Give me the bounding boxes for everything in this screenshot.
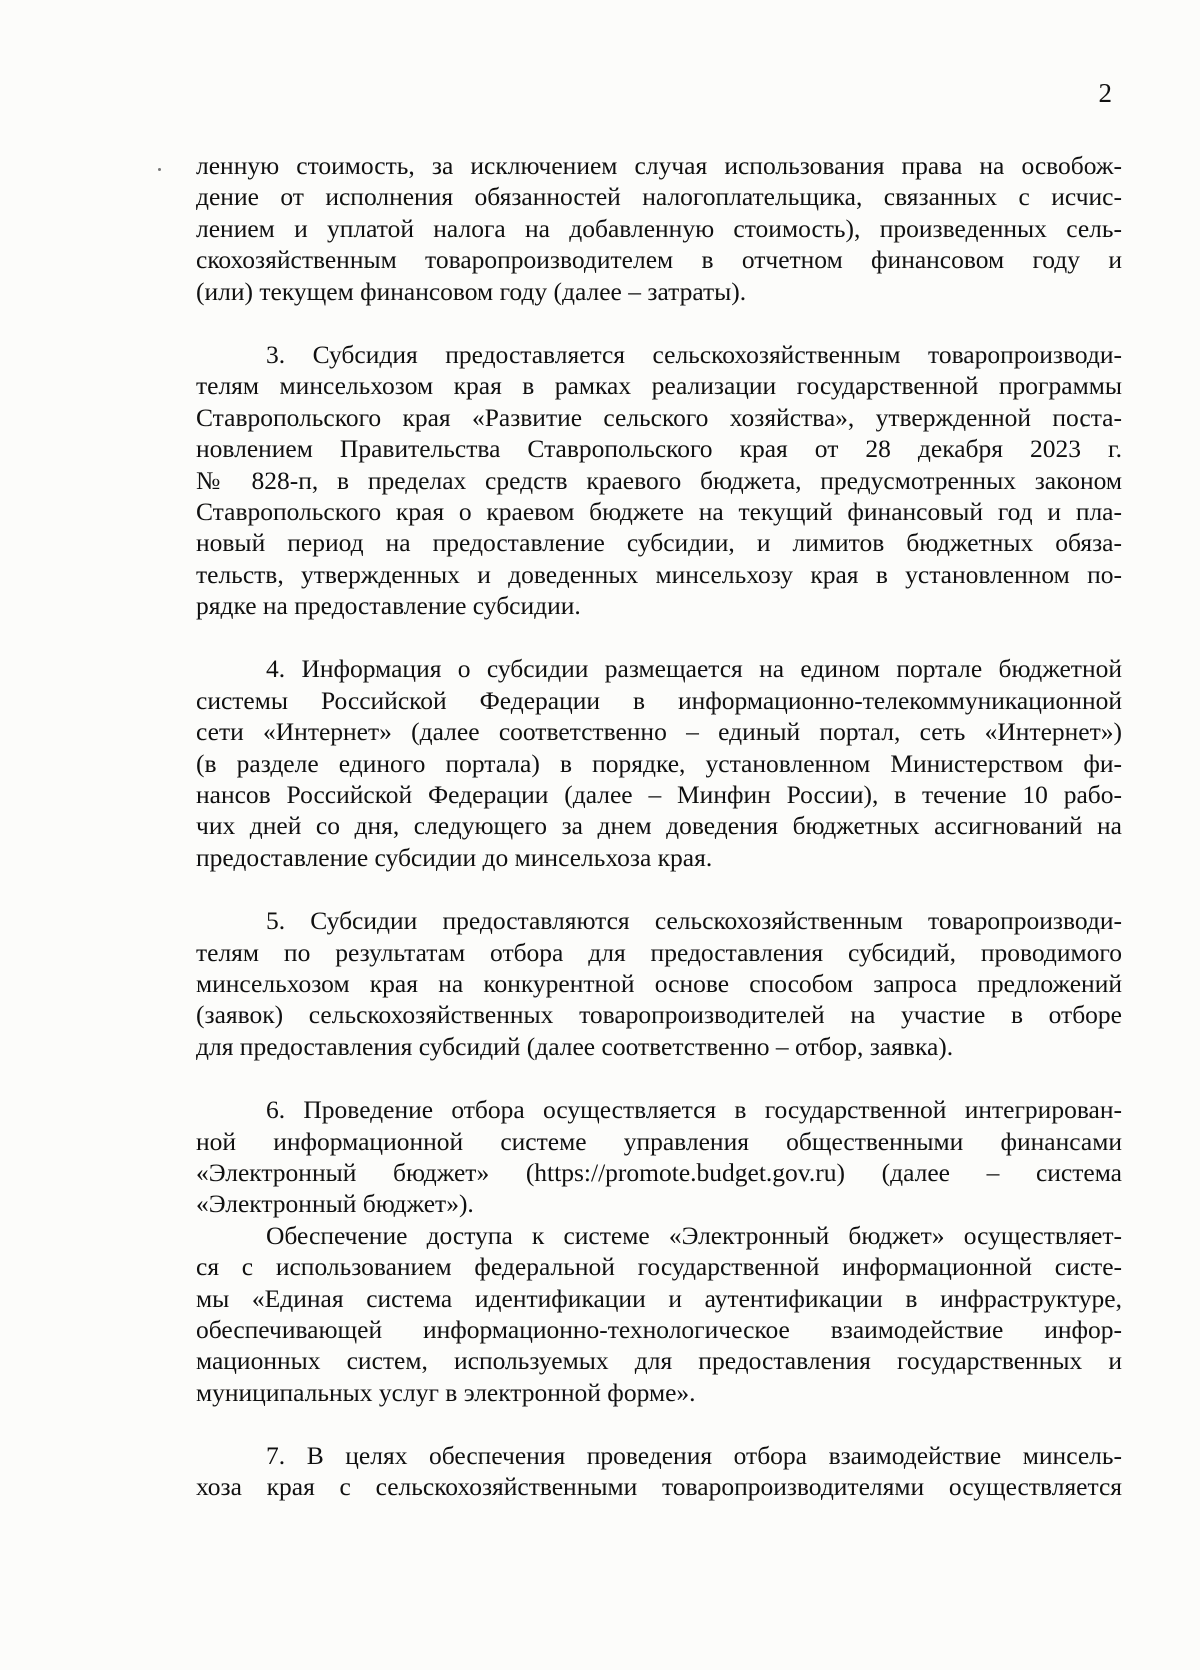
text-line: (или) текущем финансовом году (далее – затраты). xyxy=(196,276,747,306)
text-line: «Электронный бюджет» (https://promote.budget.gov.ru) (далее – система xyxy=(196,1157,1122,1187)
text-line: для предоставления субсидий (далее соответственно – отбор, заявка). xyxy=(196,1031,954,1061)
paragraph-6-continuation xyxy=(196,1220,1122,1408)
text-line: телям по результатам отбора для предоставления субсидий, проводимого xyxy=(196,937,1122,967)
paragraph-4 xyxy=(196,653,1122,873)
text-line: 4. Информация о субсидии размещается на едином портале бюджетной xyxy=(266,654,1122,684)
text-line: ся с использованием федеральной государственной информационной систе- xyxy=(196,1252,1122,1282)
paragraph-3 xyxy=(196,339,1122,622)
text-line: (заявок) сельскохозяйственных товаропроизводителей на участие в отборе xyxy=(196,1000,1122,1030)
text-line: мы «Единая система идентификации и аутентификации в инфраструктуре, xyxy=(196,1283,1122,1313)
text-line: обеспечивающей информационно-технологическое взаимодействие инфор- xyxy=(196,1314,1122,1344)
paragraph-6 xyxy=(196,1094,1122,1220)
text-line: предоставление субсидии до минсельхоза края. xyxy=(196,842,713,872)
text-line: рядке на предоставление субсидии. xyxy=(196,591,581,621)
text-line: сети «Интернет» (далее соответственно – единый портал, сеть «Интернет») xyxy=(196,717,1122,747)
document-body xyxy=(196,150,1122,1503)
paragraph-continuation xyxy=(196,150,1122,307)
text-line: 6. Проведение отбора осуществляется в государственной интегрирован- xyxy=(266,1095,1122,1125)
text-line: 5. Субсидии предоставляются сельскохозяйственным товаропроизводи- xyxy=(266,906,1122,936)
text-line: 3. Субсидия предоставляется сельскохозяйственным товаропроизводи- xyxy=(266,339,1122,369)
text-line: новый период на предоставление субсидии, и лимитов бюджетных обяза- xyxy=(196,528,1122,558)
text-line: чих дней со дня, следующего за днем доведения бюджетных ассигнований на xyxy=(196,811,1122,841)
text-line: скохозяйственным товаропроизводителем в отчетном финансовом году и xyxy=(196,245,1122,275)
text-line: мационных систем, используемых для предоставления государственных и xyxy=(196,1346,1122,1376)
text-line: 7. В целях обеспечения проведения отбора взаимодействие минсель- xyxy=(266,1441,1122,1471)
text-line: нансов Российской Федерации (далее – Минфин России), в течение 10 рабо- xyxy=(196,780,1122,810)
text-line: ной информационной системе управления общественными финансами xyxy=(196,1126,1122,1156)
scan-speck xyxy=(158,168,161,171)
text-line: (в разделе единого портала) в порядке, установленном Министерством фи- xyxy=(196,748,1122,778)
text-line: системы Российской Федерации в информационно-телекоммуникационной xyxy=(196,685,1122,715)
text-line: лением и уплатой налога на добавленную стоимость), произведенных сель- xyxy=(196,213,1122,243)
text-line: Ставропольского края о краевом бюджете на текущий финансовый год и пла- xyxy=(196,496,1122,526)
text-line: Обеспечение доступа к системе «Электронный бюджет» осуществляет- xyxy=(266,1220,1122,1250)
text-line: минсельхозом края на конкурентной основе способом запроса предложений xyxy=(196,968,1122,998)
text-line: дение от исполнения обязанностей налогоплательщика, связанных с исчис- xyxy=(196,182,1122,212)
text-line: Ставропольского края «Развитие сельского хозяйства», утвержденной поста- xyxy=(196,402,1122,432)
paragraph-7 xyxy=(196,1440,1122,1503)
text-line: тельств, утвержденных и доведенных минсельхозу края в установленном по- xyxy=(196,559,1122,589)
text-line: № 828-п, в пределах средств краевого бюджета, предусмотренных законом xyxy=(196,465,1122,495)
page-number: 2 xyxy=(1098,78,1112,108)
text-line: телям минсельхозом края в рамках реализации государственной программы xyxy=(196,371,1122,401)
text-line: хоза края с сельскохозяйственными товаропроизводителями осуществляется xyxy=(196,1472,1122,1502)
paragraph-5 xyxy=(196,905,1122,1062)
text-line: новлением Правительства Ставропольского края от 28 декабря 2023 г. xyxy=(196,434,1122,464)
text-line: «Электронный бюджет»). xyxy=(196,1189,474,1219)
text-line: муниципальных услуг в электронной форме». xyxy=(196,1377,696,1407)
text-line: ленную стоимость, за исключением случая использования права на освобож- xyxy=(196,151,1122,180)
